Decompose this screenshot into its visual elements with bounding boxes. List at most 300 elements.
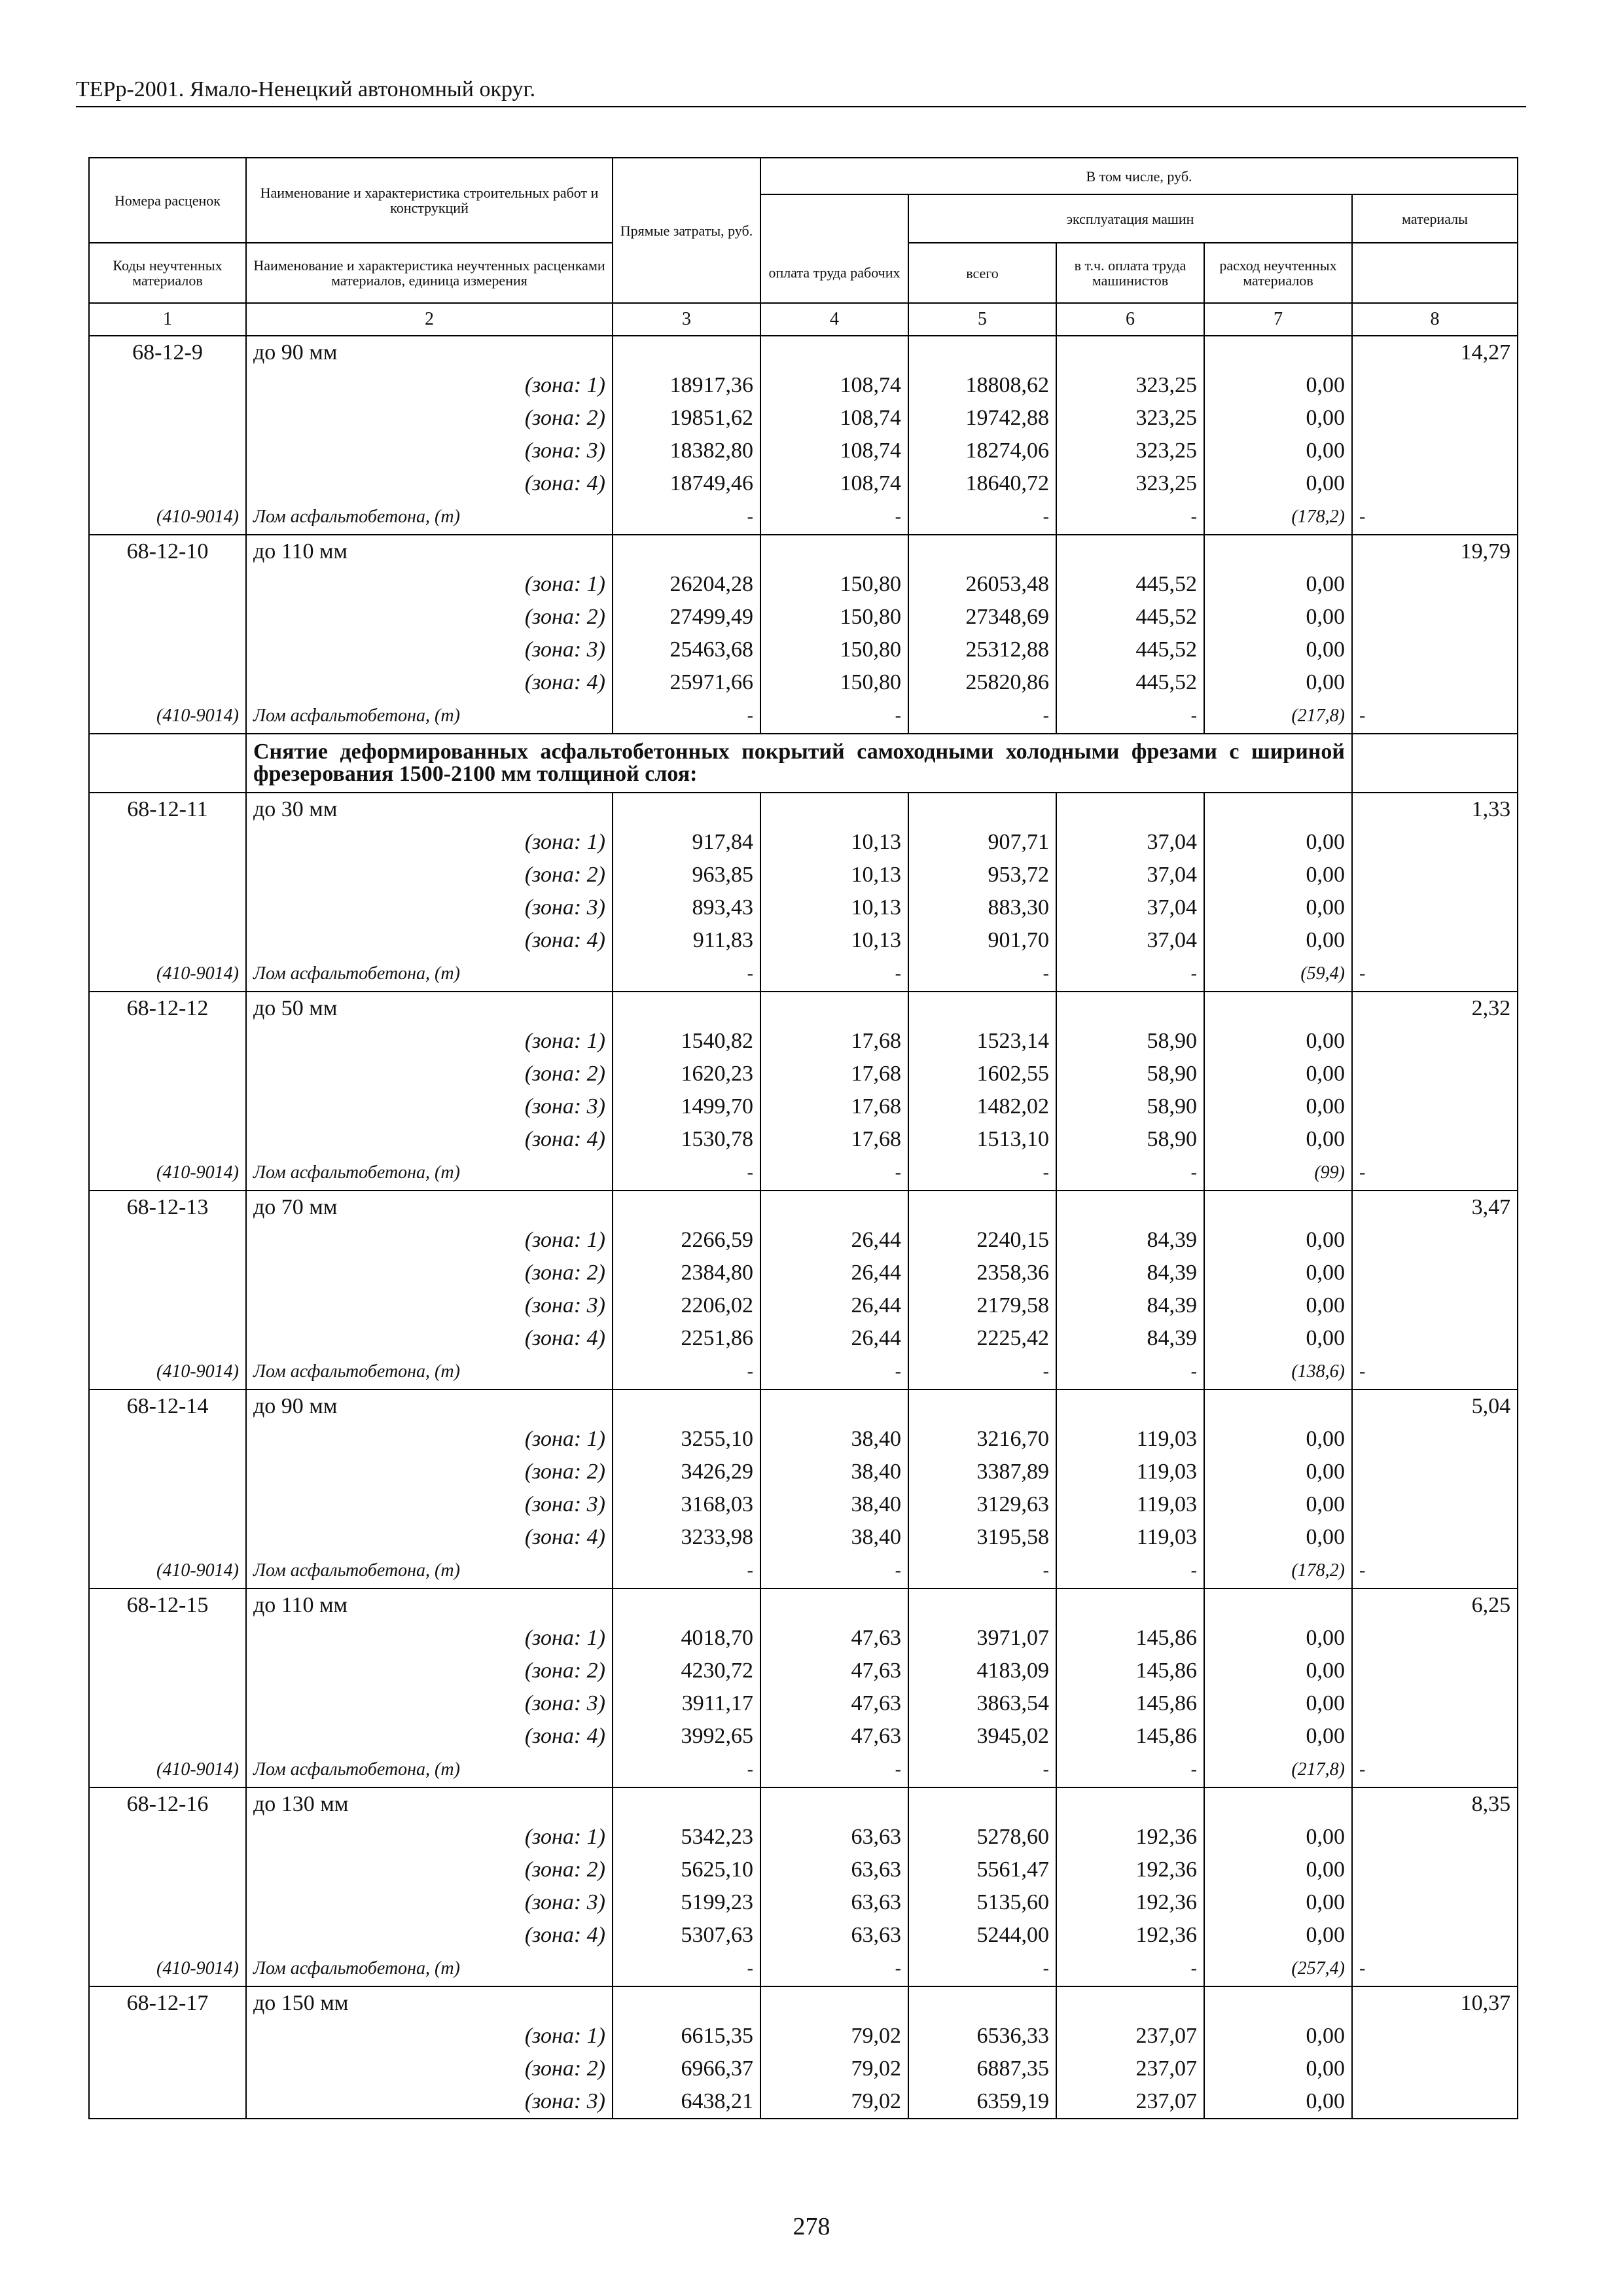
machines-total: 25312,88 (908, 634, 1056, 666)
empty-cell (1056, 992, 1204, 1025)
machinist-wage: 192,36 (1056, 1821, 1204, 1854)
empty-cell (89, 826, 246, 859)
zone-row (89, 1854, 1518, 1886)
empty-cell (89, 1090, 246, 1123)
zone-row (89, 1886, 1518, 1919)
zone-row (89, 435, 1518, 467)
machinist-wage: 323,25 (1056, 369, 1204, 402)
materials-cost: 0,00 (1204, 1289, 1352, 1322)
machinist-wage: 145,86 (1056, 1622, 1204, 1655)
zone-label: (зона: 1) (246, 1821, 613, 1854)
empty-cell (613, 535, 760, 568)
materials-cost: 0,00 (1204, 1456, 1352, 1488)
rate-name: до 110 мм (246, 1588, 613, 1622)
material-row (89, 1355, 1518, 1390)
material-name: Лом асфальтобетона, (т) (246, 1156, 613, 1191)
section-title: Снятие деформированных асфальтобетонных покрытий самоходными холодными фрезами с шириной фрезерования 1500-2100 мм толщиной слоя: (246, 734, 1352, 793)
empty-cell (1056, 1390, 1204, 1423)
empty-cell (1352, 891, 1518, 924)
zone-label: (зона: 4) (246, 924, 613, 957)
empty-cell (1352, 1025, 1518, 1058)
empty-cell (89, 1521, 246, 1554)
machines-total: 1523,14 (908, 1025, 1056, 1058)
rate-code: 68-12-12 (89, 992, 246, 1025)
empty-cell (760, 1588, 908, 1622)
dash-cell: - (1352, 1554, 1518, 1588)
empty-cell (1352, 1687, 1518, 1720)
direct-costs: 4230,72 (613, 1655, 760, 1687)
machinist-wage: 237,07 (1056, 2085, 1204, 2119)
material-consumption: (257,4) (1204, 1952, 1352, 1986)
zone-row (89, 1058, 1518, 1090)
material-name: Лом асфальтобетона, (т) (246, 957, 613, 992)
material-code: (410-9014) (89, 500, 246, 535)
zone-label: (зона: 4) (246, 467, 613, 500)
empty-cell (1352, 1854, 1518, 1886)
material-code: (410-9014) (89, 1554, 246, 1588)
empty-cell (1352, 859, 1518, 891)
worker-wage: 79,02 (760, 2085, 908, 2119)
material-row (89, 500, 1518, 535)
zone-label: (зона: 2) (246, 1655, 613, 1687)
head-machines-total: всего (908, 243, 1056, 303)
zone-label: (зона: 4) (246, 1720, 613, 1753)
direct-costs: 6966,37 (613, 2053, 760, 2085)
rate-code: 68-12-9 (89, 336, 246, 369)
empty-cell (1352, 1655, 1518, 1687)
empty-cell (89, 1257, 246, 1289)
machines-total: 6359,19 (908, 2085, 1056, 2119)
rate-code: 68-12-13 (89, 1191, 246, 1224)
column-numbers-row (89, 303, 1518, 336)
dash-cell: - (760, 1156, 908, 1191)
empty-cell (1204, 1588, 1352, 1622)
table-head (89, 158, 1518, 303)
empty-cell (908, 535, 1056, 568)
empty-cell (89, 1289, 246, 1322)
material-code: (410-9014) (89, 1355, 246, 1390)
dash-cell: - (1352, 699, 1518, 734)
zone-label: (зона: 1) (246, 568, 613, 601)
empty-cell (760, 992, 908, 1025)
rate-header-row (89, 336, 1518, 369)
empty-cell (89, 1821, 246, 1854)
dash-cell: - (1352, 500, 1518, 535)
direct-costs: 1530,78 (613, 1123, 760, 1156)
empty-cell (1352, 1123, 1518, 1156)
dash-cell: - (1352, 1355, 1518, 1390)
machines-total: 2240,15 (908, 1224, 1056, 1257)
empty-cell (1352, 1919, 1518, 1952)
empty-cell (613, 1191, 760, 1224)
empty-cell (89, 1058, 246, 1090)
empty-cell (613, 1787, 760, 1821)
zone-label: (зона: 4) (246, 1521, 613, 1554)
worker-wage: 38,40 (760, 1488, 908, 1521)
empty-cell (89, 1025, 246, 1058)
empty-cell (1204, 1986, 1352, 2020)
rate-header-row (89, 1986, 1518, 2020)
dash-cell: - (1056, 1156, 1204, 1191)
rate-header-row (89, 793, 1518, 826)
dash-cell: - (760, 1355, 908, 1390)
zone-row (89, 1655, 1518, 1687)
machinist-wage: 192,36 (1056, 1854, 1204, 1886)
direct-costs: 3992,65 (613, 1720, 760, 1753)
empty-cell (1352, 1257, 1518, 1289)
zone-row (89, 1687, 1518, 1720)
empty-cell (760, 535, 908, 568)
machinist-wage: 445,52 (1056, 568, 1204, 601)
direct-costs: 18917,36 (613, 369, 760, 402)
empty-cell (89, 435, 246, 467)
empty-cell (613, 1986, 760, 2020)
worker-wage: 26,44 (760, 1257, 908, 1289)
materials-cost: 0,00 (1204, 402, 1352, 435)
worker-wage: 26,44 (760, 1322, 908, 1355)
dash-cell: - (908, 1554, 1056, 1588)
empty-cell (89, 666, 246, 699)
zone-row (89, 1919, 1518, 1952)
zone-row (89, 1090, 1518, 1123)
machines-total: 2179,58 (908, 1289, 1056, 1322)
worker-wage: 17,68 (760, 1123, 908, 1156)
machines-total: 3971,07 (908, 1622, 1056, 1655)
machinist-wage: 58,90 (1056, 1058, 1204, 1090)
zone-row (89, 1821, 1518, 1854)
zone-label: (зона: 4) (246, 1919, 613, 1952)
empty-cell (1352, 1821, 1518, 1854)
materials-cost: 0,00 (1204, 2053, 1352, 2085)
head-name: Наименование и характеристика строительных работ и конструкций (246, 158, 613, 243)
dash-cell: - (613, 1156, 760, 1191)
materials-cost: 0,00 (1204, 1687, 1352, 1720)
machines-total: 907,71 (908, 826, 1056, 859)
head-machines: эксплуатация машин (908, 194, 1352, 243)
rates-table (88, 157, 1518, 2119)
direct-costs: 5342,23 (613, 1821, 760, 1854)
rate-code: 68-12-16 (89, 1787, 246, 1821)
zone-label: (зона: 4) (246, 1123, 613, 1156)
materials-cost: 0,00 (1204, 2020, 1352, 2053)
empty-cell (89, 859, 246, 891)
materials-cost: 0,00 (1204, 1123, 1352, 1156)
rate-header-row (89, 1390, 1518, 1423)
materials-cost: 0,00 (1204, 634, 1352, 666)
empty-cell (908, 793, 1056, 826)
dash-cell: - (1056, 699, 1204, 734)
head-direct-costs: Прямые затраты, руб. (613, 158, 760, 303)
machinist-wage: 323,25 (1056, 402, 1204, 435)
material-code: (410-9014) (89, 699, 246, 734)
empty-cell (908, 992, 1056, 1025)
empty-cell (760, 793, 908, 826)
empty-cell (1204, 535, 1352, 568)
empty-cell (760, 1191, 908, 1224)
zone-row (89, 2053, 1518, 2085)
dash-cell: - (760, 1554, 908, 1588)
machinist-wage: 58,90 (1056, 1123, 1204, 1156)
machinist-wage: 84,39 (1056, 1289, 1204, 1322)
machinist-wage: 37,04 (1056, 859, 1204, 891)
dash-cell: - (613, 699, 760, 734)
machinist-wage: 445,52 (1056, 666, 1204, 699)
empty-cell (613, 336, 760, 369)
worker-wage: 10,13 (760, 891, 908, 924)
page-header-title: ТЕРр-2001. Ямало-Ненецкий автономный округ. (76, 77, 536, 101)
zone-label: (зона: 2) (246, 1058, 613, 1090)
materials-cost: 0,00 (1204, 1919, 1352, 1952)
empty-cell (89, 1622, 246, 1655)
machines-total: 5561,47 (908, 1854, 1056, 1886)
empty-cell (908, 1787, 1056, 1821)
empty-cell (89, 1224, 246, 1257)
direct-costs: 1540,82 (613, 1025, 760, 1058)
material-name: Лом асфальтобетона, (т) (246, 1554, 613, 1588)
zone-row (89, 1720, 1518, 1753)
zone-row (89, 1521, 1518, 1554)
rate-code: 68-12-11 (89, 793, 246, 826)
machines-total: 6887,35 (908, 2053, 1056, 2085)
zone-row (89, 1423, 1518, 1456)
empty-cell (908, 1390, 1056, 1423)
machines-total: 953,72 (908, 859, 1056, 891)
labor-cost: 8,35 (1352, 1787, 1518, 1821)
materials-cost: 0,00 (1204, 568, 1352, 601)
materials-cost: 0,00 (1204, 435, 1352, 467)
machinist-wage: 84,39 (1056, 1224, 1204, 1257)
machinist-wage: 237,07 (1056, 2020, 1204, 2053)
empty-cell (1352, 2053, 1518, 2085)
dash-cell: - (1056, 500, 1204, 535)
machines-total: 26053,48 (908, 568, 1056, 601)
direct-costs: 3168,03 (613, 1488, 760, 1521)
dash-cell: - (613, 500, 760, 535)
direct-costs: 6438,21 (613, 2085, 760, 2119)
machines-total: 3945,02 (908, 1720, 1056, 1753)
machinist-wage: 119,03 (1056, 1521, 1204, 1554)
material-consumption: (138,6) (1204, 1355, 1352, 1390)
empty-cell (89, 1655, 246, 1687)
direct-costs: 911,83 (613, 924, 760, 957)
worker-wage: 47,63 (760, 1655, 908, 1687)
dash-cell: - (613, 1355, 760, 1390)
empty-cell (1352, 402, 1518, 435)
machines-total: 18808,62 (908, 369, 1056, 402)
zone-label: (зона: 2) (246, 601, 613, 634)
material-row (89, 957, 1518, 992)
worker-wage: 10,13 (760, 924, 908, 957)
zone-label: (зона: 3) (246, 891, 613, 924)
zone-row (89, 859, 1518, 891)
materials-cost: 0,00 (1204, 891, 1352, 924)
machinist-wage: 445,52 (1056, 634, 1204, 666)
empty-cell (1352, 369, 1518, 402)
col-num: 3 (613, 303, 760, 336)
dash-cell: - (908, 1156, 1056, 1191)
materials-cost: 0,00 (1204, 1488, 1352, 1521)
worker-wage: 150,80 (760, 634, 908, 666)
empty-cell (1204, 793, 1352, 826)
section-title-row (89, 734, 1518, 793)
direct-costs: 5199,23 (613, 1886, 760, 1919)
dash-cell: - (613, 957, 760, 992)
materials-cost: 0,00 (1204, 2085, 1352, 2119)
direct-costs: 18382,80 (613, 435, 760, 467)
dash-cell: - (1352, 1753, 1518, 1787)
empty-cell (1352, 924, 1518, 957)
machinist-wage: 145,86 (1056, 1720, 1204, 1753)
direct-costs: 917,84 (613, 826, 760, 859)
empty-cell (1352, 1488, 1518, 1521)
dash-cell: - (908, 1753, 1056, 1787)
zone-label: (зона: 3) (246, 1090, 613, 1123)
material-consumption: (178,2) (1204, 1554, 1352, 1588)
empty-cell (1056, 1588, 1204, 1622)
zone-label: (зона: 1) (246, 369, 613, 402)
empty-cell (1352, 2085, 1518, 2119)
direct-costs: 27499,49 (613, 601, 760, 634)
empty-cell (89, 1322, 246, 1355)
material-name: Лом асфальтобетона, (т) (246, 1355, 613, 1390)
empty-cell (613, 1588, 760, 1622)
table-body (89, 303, 1518, 2119)
rate-code: 68-12-14 (89, 1390, 246, 1423)
zone-row (89, 1488, 1518, 1521)
material-name: Лом асфальтобетона, (т) (246, 1952, 613, 1986)
zone-label: (зона: 1) (246, 1025, 613, 1058)
worker-wage: 63,63 (760, 1854, 908, 1886)
dash-cell: - (760, 1753, 908, 1787)
zone-row (89, 2085, 1518, 2119)
zone-label: (зона: 1) (246, 1224, 613, 1257)
machinist-wage: 84,39 (1056, 1257, 1204, 1289)
material-consumption: (99) (1204, 1156, 1352, 1191)
empty-cell (908, 336, 1056, 369)
col-num: 6 (1056, 303, 1204, 336)
empty-cell (1352, 1224, 1518, 1257)
empty-cell (613, 1390, 760, 1423)
materials-cost: 0,00 (1204, 1720, 1352, 1753)
direct-costs: 19851,62 (613, 402, 760, 435)
worker-wage: 150,80 (760, 666, 908, 699)
zone-row (89, 1123, 1518, 1156)
dash-cell: - (908, 1355, 1056, 1390)
materials-cost: 0,00 (1204, 666, 1352, 699)
worker-wage: 47,63 (760, 1720, 908, 1753)
machines-total: 27348,69 (908, 601, 1056, 634)
empty-cell (760, 336, 908, 369)
empty-cell (89, 1456, 246, 1488)
direct-costs: 26204,28 (613, 568, 760, 601)
direct-costs: 1620,23 (613, 1058, 760, 1090)
empty-cell (89, 1919, 246, 1952)
rate-name: до 110 мм (246, 535, 613, 568)
rate-code: 68-12-10 (89, 535, 246, 568)
dash-cell: - (613, 1753, 760, 1787)
zone-row (89, 924, 1518, 957)
empty-cell (89, 1854, 246, 1886)
machines-total: 883,30 (908, 891, 1056, 924)
empty-cell (1352, 1456, 1518, 1488)
empty-cell (89, 2053, 246, 2085)
zone-label: (зона: 2) (246, 2053, 613, 2085)
dash-cell: - (760, 699, 908, 734)
machines-total: 18274,06 (908, 435, 1056, 467)
machinist-wage: 119,03 (1056, 1456, 1204, 1488)
worker-wage: 26,44 (760, 1289, 908, 1322)
direct-costs: 18749,46 (613, 467, 760, 500)
empty-cell (89, 891, 246, 924)
zone-row (89, 369, 1518, 402)
worker-wage: 17,68 (760, 1090, 908, 1123)
zone-label: (зона: 2) (246, 1854, 613, 1886)
empty-cell (613, 793, 760, 826)
rate-header-row (89, 535, 1518, 568)
worker-wage: 150,80 (760, 568, 908, 601)
price-table (88, 157, 1517, 2119)
material-consumption: (178,2) (1204, 500, 1352, 535)
empty-cell (89, 568, 246, 601)
zone-row (89, 1257, 1518, 1289)
empty-cell (1352, 1423, 1518, 1456)
empty-cell (1352, 1521, 1518, 1554)
empty-cell (1056, 1986, 1204, 2020)
materials-cost: 0,00 (1204, 924, 1352, 957)
empty-cell (908, 1588, 1056, 1622)
material-name: Лом асфальтобетона, (т) (246, 699, 613, 734)
worker-wage: 47,63 (760, 1622, 908, 1655)
machinist-wage: 37,04 (1056, 924, 1204, 957)
empty-cell (1352, 1289, 1518, 1322)
direct-costs: 2266,59 (613, 1224, 760, 1257)
rate-name: до 90 мм (246, 1390, 613, 1423)
material-row (89, 1156, 1518, 1191)
direct-costs: 4018,70 (613, 1622, 760, 1655)
zone-row (89, 1224, 1518, 1257)
empty-cell (1204, 1191, 1352, 1224)
head-material-names: Наименование и характеристика неучтенных расценками материалов, единица измерения (246, 243, 613, 303)
machinist-wage: 119,03 (1056, 1423, 1204, 1456)
machines-total: 1482,02 (908, 1090, 1056, 1123)
empty-cell (89, 2085, 246, 2119)
zone-row (89, 634, 1518, 666)
materials-cost: 0,00 (1204, 1025, 1352, 1058)
zone-label: (зона: 3) (246, 634, 613, 666)
machines-total: 2225,42 (908, 1322, 1056, 1355)
machines-total: 6536,33 (908, 2020, 1056, 2053)
direct-costs: 5307,63 (613, 1919, 760, 1952)
empty-cell (89, 467, 246, 500)
col-num: 2 (246, 303, 613, 336)
direct-costs: 25971,66 (613, 666, 760, 699)
rate-header-row (89, 992, 1518, 1025)
worker-wage: 10,13 (760, 826, 908, 859)
machinist-wage: 237,07 (1056, 2053, 1204, 2085)
zone-label: (зона: 3) (246, 1687, 613, 1720)
head-wage-blank (760, 194, 908, 243)
direct-costs: 6615,35 (613, 2020, 760, 2053)
zone-row (89, 1025, 1518, 1058)
worker-wage: 17,68 (760, 1025, 908, 1058)
material-row (89, 1952, 1518, 1986)
zone-label: (зона: 4) (246, 666, 613, 699)
head-material-consumption: расход неучтенных материалов (1204, 243, 1352, 303)
head-material-codes: Коды неучтенных материалов (89, 243, 246, 303)
machinist-wage: 145,86 (1056, 1655, 1204, 1687)
worker-wage: 79,02 (760, 2053, 908, 2085)
zone-row (89, 1622, 1518, 1655)
